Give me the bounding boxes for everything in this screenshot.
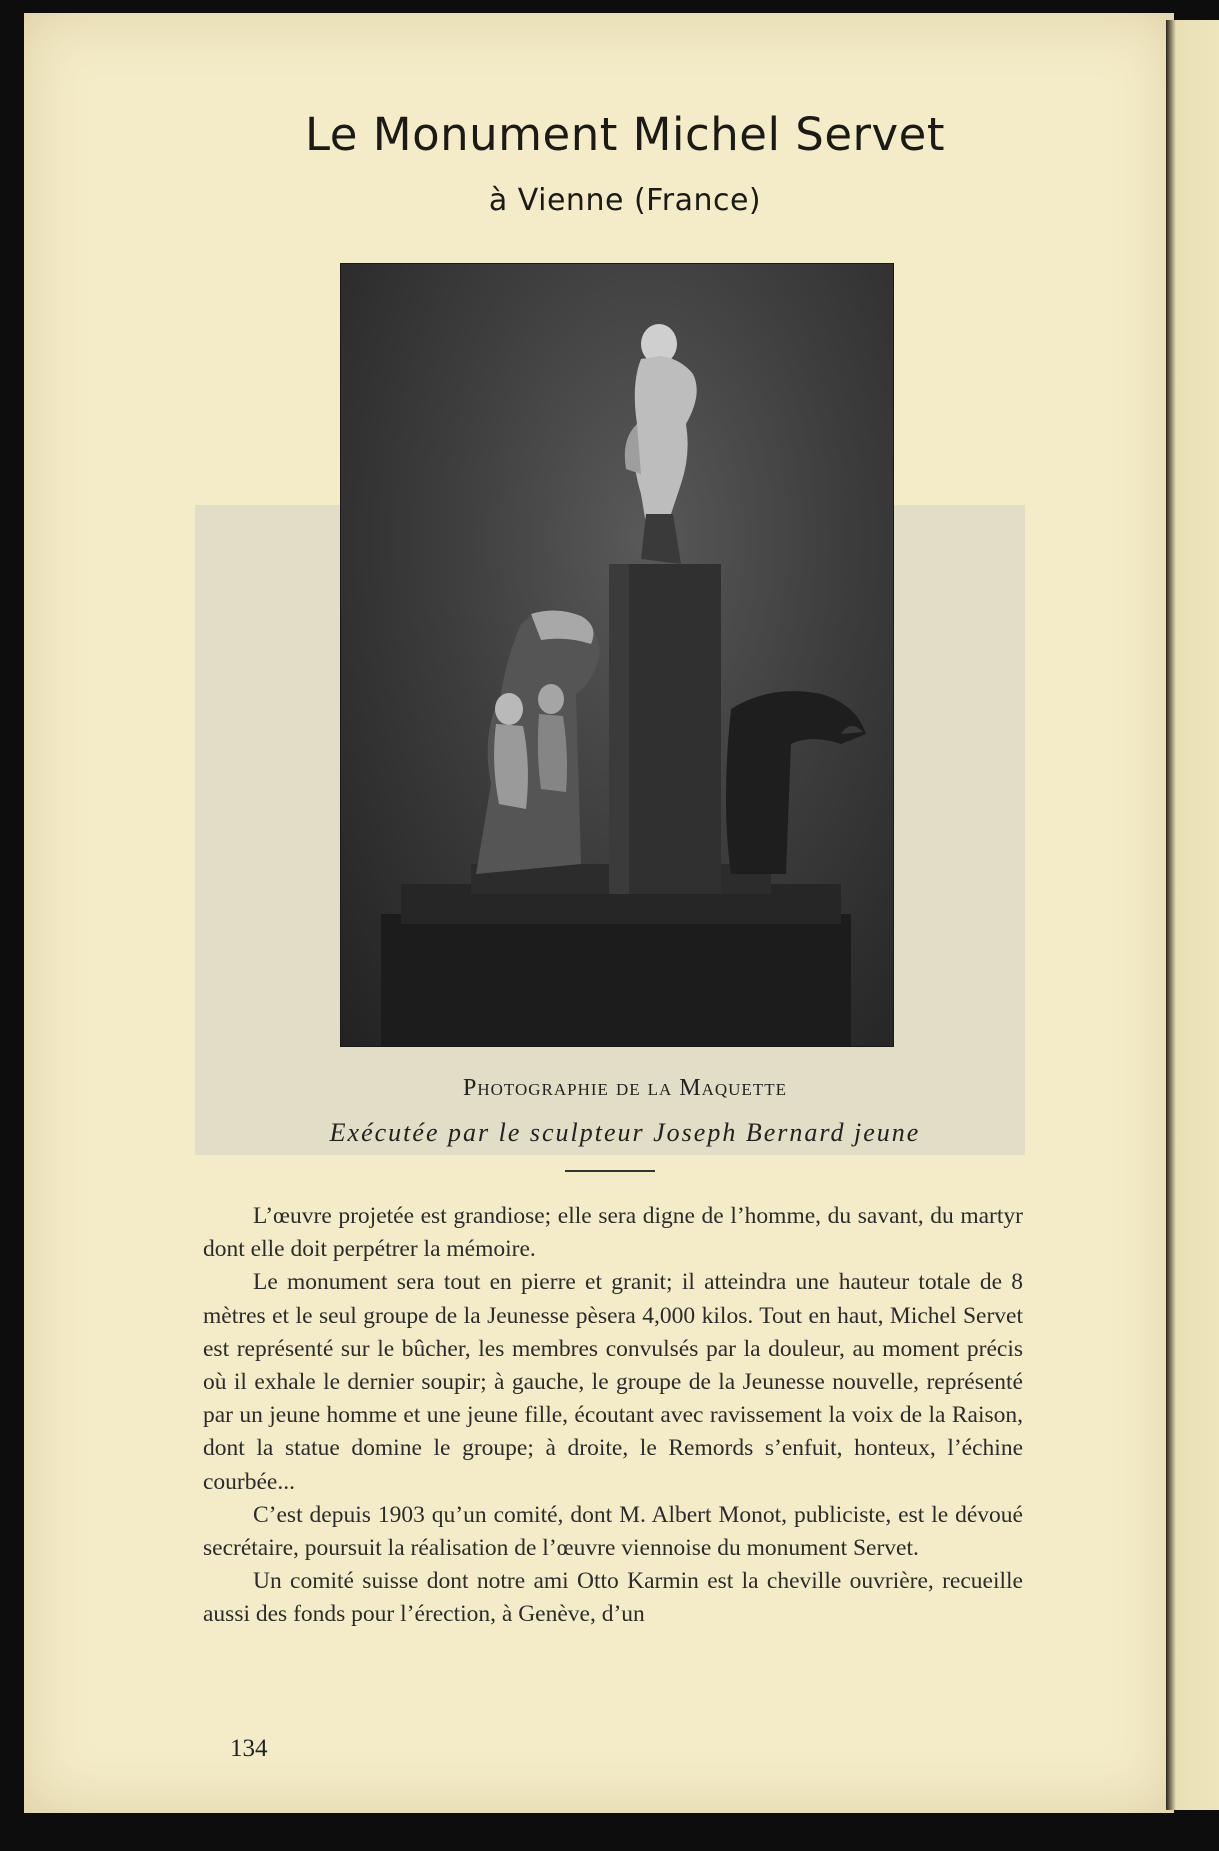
- paragraph: C’est depuis 1903 qu’un comité, dont M. Albert Monot, publiciste, est le dévoué secrétaire, poursuit la réalisation de l’œuvre viennoise du monument Servet.: [203, 1501, 1023, 1562]
- adjacent-page-edge: [1166, 20, 1219, 1810]
- paragraph: Un comité suisse dont notre ami Otto Karmin est la cheville ouvrière, recueille aussi des fonds pour l’érection, à Genève, d’un: [203, 1568, 1023, 1628]
- monument-maquette-photo: [340, 263, 894, 1047]
- paragraph: L’œuvre projetée est grandiose; elle sera digne de l’homme, du savant, du martyr dont elle doit perpétrer la mémoire.: [203, 1203, 1023, 1263]
- photo-caption-credit: Exécutée par le sculpteur Joseph Bernard jeune: [329, 1118, 921, 1147]
- page-title: Le Monument Michel Servet: [305, 108, 945, 161]
- page-number: 134: [230, 1735, 268, 1762]
- article-body: [203, 1200, 1023, 1632]
- section-divider: [565, 1170, 655, 1172]
- paragraph: Le monument sera tout en pierre et granit; il atteindra une hauteur totale de 8 mètres et le seul groupe de la Jeunesse pèsera 4,000 kilos. Tout en haut, Michel Servet est représenté sur le bûcher, les membres convulsés par la douleur, au moment précis où il exhale le dernier soupir; à gauche, le groupe de la Jeunesse nouvelle, représenté par un jeune homme et une jeune fille, écoutant avec ravissement la voix de la Raison, dont la statue domine le groupe; à droite, le Remords s’enfuit, honteux, l’échine courbée...: [203, 1269, 1023, 1495]
- page-subtitle: à Vienne (France): [488, 183, 762, 218]
- photo-caption-title: Photographie de la Maquette: [463, 1075, 787, 1101]
